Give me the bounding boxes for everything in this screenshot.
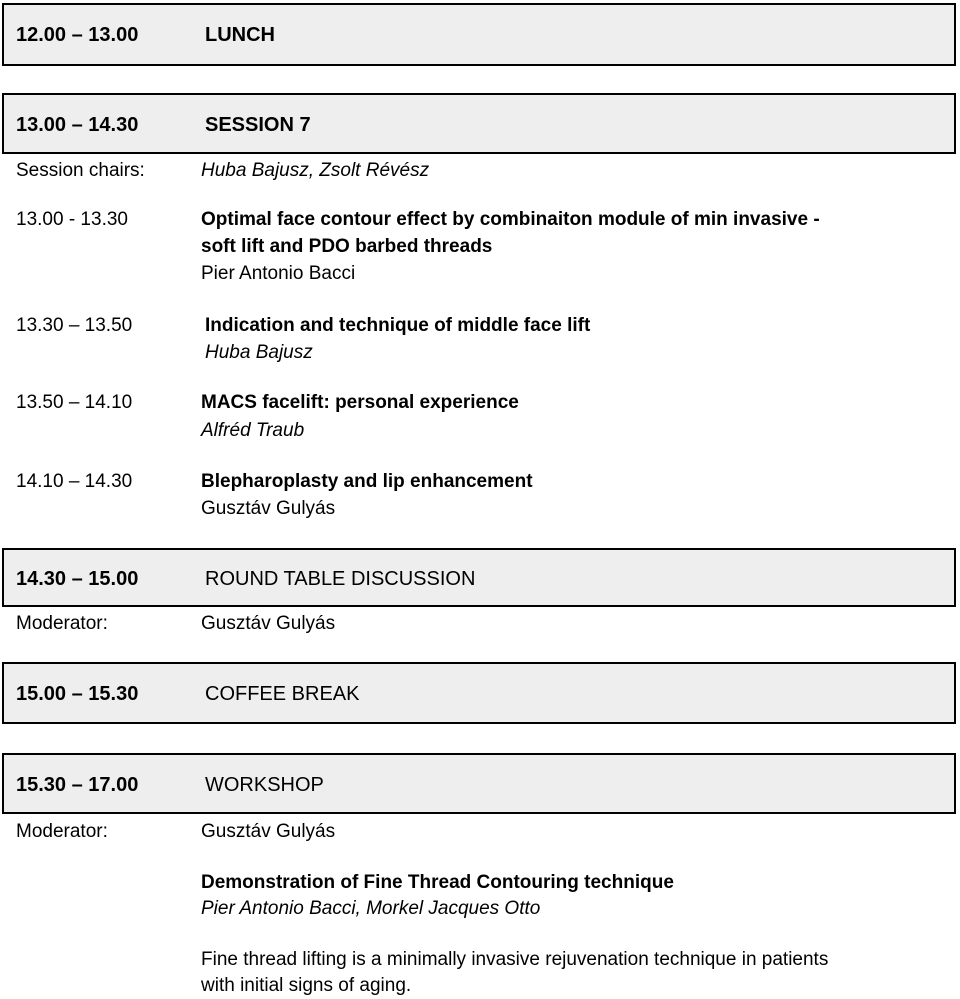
talk-4-time: 14.10 – 14.30	[16, 471, 133, 492]
talk-1-speaker: Pier Antonio Bacci	[201, 263, 356, 284]
session7-title: SESSION 7	[205, 114, 311, 136]
workshop-moderator: Gusztáv Gulyás	[201, 821, 336, 842]
coffee-title: COFFEE BREAK	[205, 683, 360, 705]
talk-1-time: 13.00 - 13.30	[16, 209, 128, 230]
roundtable-moderator-label: Moderator:	[16, 613, 108, 634]
roundtable-moderator: Gusztáv Gulyás	[201, 613, 336, 634]
talk-1-title-line2: soft lift and PDO barbed threads	[201, 236, 493, 257]
roundtable-title: ROUND TABLE DISCUSSION	[205, 568, 476, 590]
workshop-time: 15.30 – 17.00	[16, 774, 139, 796]
session7-time: 13.00 – 14.30	[16, 114, 139, 136]
workshop-demo-speakers: Pier Antonio Bacci, Morkel Jacques Otto	[201, 898, 541, 919]
workshop-title: WORKSHOP	[205, 774, 324, 796]
talk-2-time: 13.30 – 13.50	[16, 315, 133, 336]
talk-2-title: Indication and technique of middle face lift	[205, 315, 591, 336]
lunch-time: 12.00 – 13.00	[16, 24, 139, 46]
workshop-description-line2: with initial signs of aging.	[201, 975, 412, 996]
lunch-title: LUNCH	[205, 24, 275, 46]
workshop-header-bar	[2, 753, 956, 814]
workshop-description-line1: Fine thread lifting is a minimally invasive rejuvenation technique in patients	[201, 949, 829, 970]
coffee-time: 15.00 – 15.30	[16, 683, 139, 705]
lunch-header-bar	[2, 3, 956, 66]
session7-chairs: Huba Bajusz, Zsolt Révész	[201, 160, 430, 181]
session7-chairs-label: Session chairs:	[16, 160, 145, 181]
talk-2-speaker: Huba Bajusz	[205, 342, 313, 363]
workshop-demo-title: Demonstration of Fine Thread Contouring technique	[201, 872, 674, 893]
session7-header-bar	[2, 93, 956, 154]
workshop-moderator-label: Moderator:	[16, 821, 108, 842]
roundtable-header-bar	[2, 548, 956, 607]
talk-3-speaker: Alfréd Traub	[201, 420, 305, 441]
roundtable-time: 14.30 – 15.00	[16, 568, 139, 590]
coffee-header-bar	[2, 662, 956, 724]
talk-4-speaker: Gusztáv Gulyás	[201, 498, 336, 519]
talk-1-title-line1: Optimal face contour effect by combinaiton module of min invasive -	[201, 209, 820, 230]
talk-4-title: Blepharoplasty and lip enhancement	[201, 471, 533, 492]
talk-3-title: MACS facelift: personal experience	[201, 392, 519, 413]
talk-3-time: 13.50 – 14.10	[16, 392, 133, 413]
